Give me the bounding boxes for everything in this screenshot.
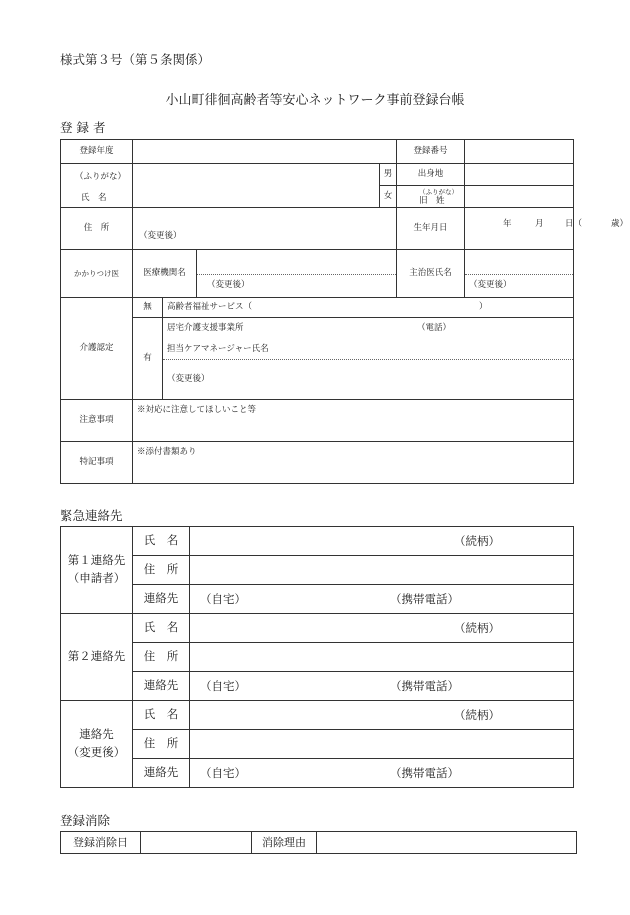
contact3-label: [61, 701, 133, 788]
deregistration-date-label: 登録消除日: [61, 832, 141, 854]
caution-label: 注意事項: [61, 400, 133, 442]
contact3-name-field[interactable]: [190, 701, 574, 730]
birthplace-label: 出身地: [397, 164, 465, 186]
reg-year-label: 登録年度: [61, 140, 133, 164]
deregistration-date-field[interactable]: [141, 832, 252, 854]
contact1-mobile: （携帯電話）: [390, 592, 459, 606]
contact2-contact-field[interactable]: [190, 672, 574, 701]
reg-year-field[interactable]: [133, 140, 397, 164]
address-label: 住 所: [61, 208, 133, 250]
birth-age: 歳）: [611, 219, 629, 229]
contact2-address-label: 住 所: [133, 643, 190, 672]
care-yes[interactable]: 有: [133, 318, 163, 400]
deregistration-reason-label: 消除理由: [252, 832, 317, 854]
contact3-line2: （変更後）: [67, 745, 126, 759]
emergency-section-title: 緊急連絡先: [60, 508, 123, 523]
birthplace-field[interactable]: [465, 164, 574, 186]
reg-number-field[interactable]: [465, 140, 574, 164]
contact1-contact-label: 連絡先: [133, 585, 190, 614]
deregistration-section-title: 登録消除: [60, 813, 111, 828]
contact3-home: （自宅）: [200, 766, 246, 780]
contact2-name-label: 氏 名: [133, 614, 190, 643]
contact1-line2: （申請者）: [67, 571, 126, 585]
family-doctor-label: かかりつけ医: [61, 250, 133, 298]
contact2-label: 第２連絡先: [61, 614, 133, 701]
care-none[interactable]: 無: [133, 298, 163, 318]
former-surname-label: 旧 姓: [419, 196, 445, 206]
birth-year: 年: [503, 219, 512, 229]
contact3-address-label: 住 所: [133, 730, 190, 759]
contact3-mobile: （携帯電話）: [390, 766, 459, 780]
former-surname-label-cell: [397, 186, 465, 208]
care-manager-label: 担当ケアマネージャー氏名: [167, 344, 269, 354]
birthdate-field[interactable]: [465, 208, 629, 250]
contact2-name-field[interactable]: [190, 614, 574, 643]
contact3-contact-label: 連絡先: [133, 759, 190, 788]
contact1-name-label: 氏 名: [133, 527, 190, 556]
reg-number-label: 登録番号: [397, 140, 465, 164]
institution-changed-label: （変更後）: [207, 280, 250, 290]
address-changed-label: （変更後）: [139, 231, 182, 241]
name-label-cell: [61, 164, 133, 208]
attending-doctor-label: 主治医氏名: [397, 250, 465, 298]
contact3-contact-field[interactable]: [190, 759, 574, 788]
contact2-relation: （続柄）: [454, 621, 500, 635]
special-note: ※添付書類あり: [137, 447, 197, 457]
name-field[interactable]: [133, 164, 380, 208]
registrant-table: [60, 139, 629, 484]
furigana-label: （ふりがな）: [75, 172, 127, 182]
contact2-mobile: （携帯電話）: [390, 679, 459, 693]
caution-field[interactable]: [133, 400, 574, 442]
contact2-contact-label: 連絡先: [133, 672, 190, 701]
contact2-home: （自宅）: [200, 679, 246, 693]
former-surname-field[interactable]: [465, 186, 574, 208]
name-label: 氏 名: [81, 193, 107, 203]
birthdate-label: 生年月日: [397, 208, 465, 250]
deregistration-reason-field[interactable]: [317, 832, 577, 854]
registrant-section-title: 登 録 者: [60, 120, 106, 135]
gender-female[interactable]: 女: [380, 186, 397, 208]
former-surname-ruby: （ふりがな）: [419, 188, 458, 196]
care-office-phone: （電話）: [417, 323, 452, 333]
medical-institution-field[interactable]: [197, 250, 397, 298]
contact2-address-field[interactable]: [190, 643, 574, 672]
care-certification-label: 介護認定: [61, 298, 133, 400]
elderly-welfare-label: 高齢者福祉サービス（: [167, 302, 253, 312]
page-title: 小山町徘徊高齢者等安心ネットワーク事前登録台帳: [165, 93, 465, 108]
form-number: 様式第３号（第５条関係）: [60, 52, 211, 67]
birth-day: 日（: [565, 219, 583, 229]
contact1-relation: （続柄）: [454, 534, 500, 548]
contact3-relation: （続柄）: [454, 708, 500, 722]
contact1-label: [61, 527, 133, 614]
attending-doctor-field[interactable]: [465, 250, 574, 298]
contact1-contact-field[interactable]: [190, 585, 574, 614]
contact3-name-label: 氏 名: [133, 701, 190, 730]
medical-institution-label: 医療機関名: [133, 250, 197, 298]
doctor-changed-label: （変更後）: [469, 280, 512, 290]
birth-month: 月: [535, 219, 544, 229]
elderly-welfare-field[interactable]: [163, 298, 574, 318]
contact1-address-label: 住 所: [133, 556, 190, 585]
contact1-name-field[interactable]: [190, 527, 574, 556]
elderly-welfare-close: ）: [479, 302, 488, 312]
contact1-address-field[interactable]: [190, 556, 574, 585]
special-label: 特記事項: [61, 442, 133, 484]
caution-note: ※対応に注意してほしいこと等: [137, 405, 257, 415]
gender-male[interactable]: 男: [380, 164, 397, 186]
deregistration-table: [60, 831, 577, 854]
address-field[interactable]: [133, 208, 397, 250]
care-changed-label: （変更後）: [167, 374, 210, 384]
contact1-line1: 第１連絡先: [67, 553, 126, 568]
special-field[interactable]: [133, 442, 574, 484]
contact3-line1: 連絡先: [79, 727, 114, 742]
contact1-home: （自宅）: [200, 592, 246, 606]
care-office-label: 居宅介護支援事業所: [167, 323, 244, 333]
emergency-table: [60, 526, 574, 788]
care-detail-field[interactable]: [163, 318, 574, 400]
contact3-address-field[interactable]: [190, 730, 574, 759]
